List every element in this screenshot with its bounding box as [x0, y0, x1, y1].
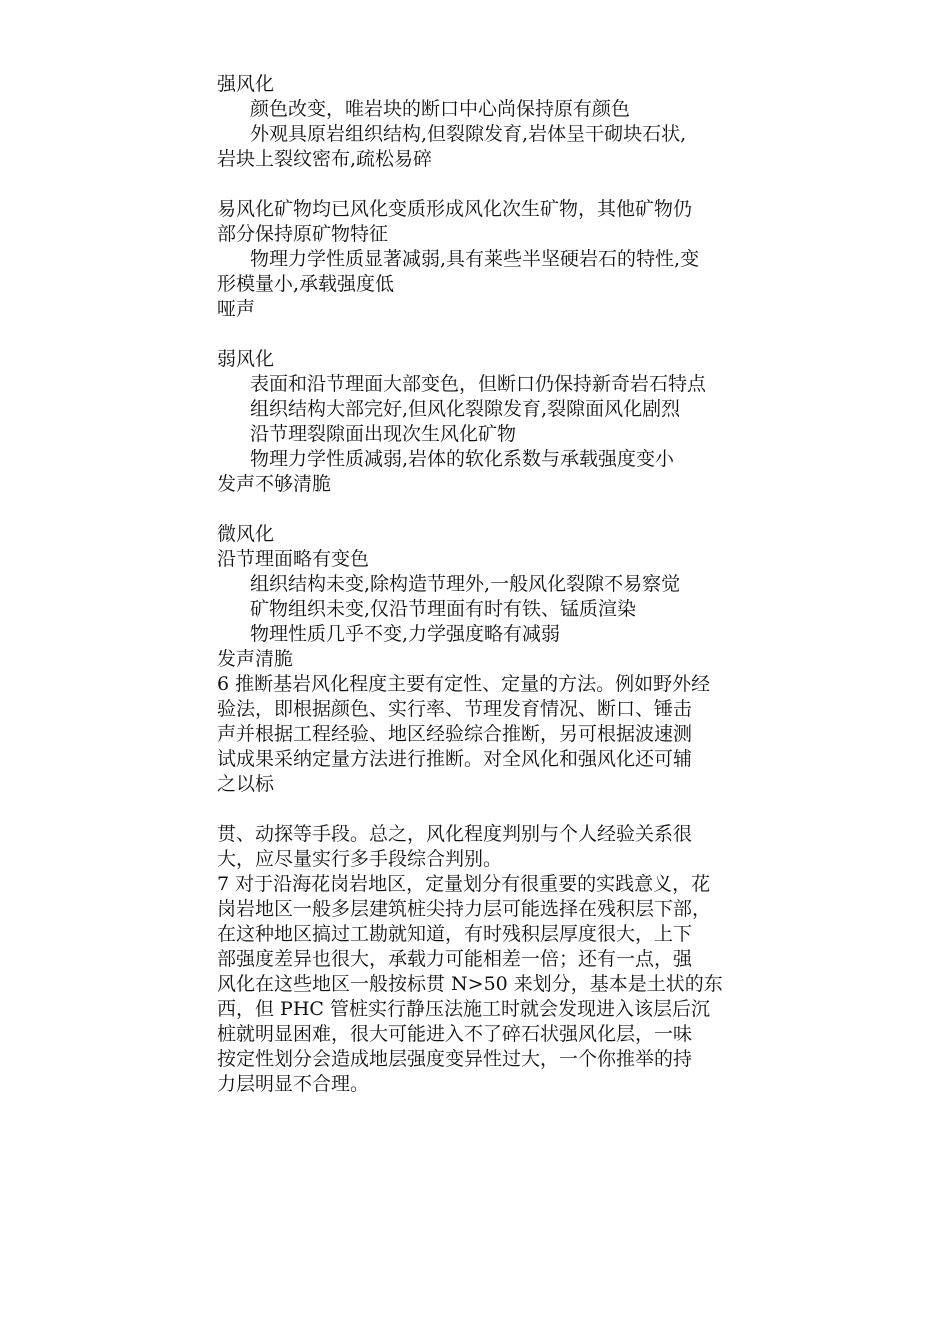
paragraph-7-line: 在这种地区搞过工勘就知道，有时残积层厚度很大，上下: [217, 923, 693, 945]
text-line: 岩块上裂纹密布,疏松易碎: [217, 148, 433, 170]
text-line: 沿节理裂隙面出现次生风化矿物: [250, 423, 517, 445]
text-line: 表面和沿节理面大部变色，但断口仍保持新奇岩石特点: [250, 373, 707, 395]
text-line: 形模量小,承载强度低: [217, 273, 395, 295]
text-line: 沿节理面略有变色: [217, 548, 370, 570]
section-title-weak-weathering: 弱风化: [217, 348, 275, 370]
text-line: 物理力学性质显著减弱,具有莱些半坚硬岩石的特性,变: [250, 248, 700, 270]
paragraph-7-line: 西，但 PHC 管桩实行静压法施工时就会发现进入该层后沉: [217, 998, 710, 1020]
paragraph-7-line: 桩就明显困难，很大可能进入不了碎石状强风化层，一味: [217, 1023, 693, 1045]
text-line: 物理力学性质减弱,岩体的软化系数与承载强度变小: [250, 448, 675, 470]
section-title-strong-weathering: 强风化: [217, 73, 275, 95]
text-line: 发声不够清脆: [217, 473, 332, 495]
document-body: [217, 72, 792, 1097]
paragraph-7-line: 7 对于沿海花岗岩地区，定量划分有很重要的实践意义，花: [217, 873, 711, 895]
text-line: 发声清脆: [217, 648, 294, 670]
text-line: 物理性质几乎不变,力学强度略有减弱: [250, 623, 561, 645]
paragraph-6-line: 验法，即根据颜色、实行率、节理发育情况、断口、锤击: [217, 698, 693, 720]
section-title-slight-weathering: 微风化: [217, 523, 275, 545]
paragraph-7-line: 力层明显不合理。: [217, 1073, 370, 1095]
paragraph-6-line: 贯、动探等手段。总之，风化程度判别与个人经验关系很: [217, 823, 693, 845]
paragraph-7-line: 风化在这些地区一般按标贯 N>50 来划分，基本是土状的东: [217, 973, 723, 995]
blank-line: [217, 322, 792, 347]
text-line: 哑声: [217, 298, 256, 320]
text-line: 矿物组织未变,仅沿节理面有时有铁、锰质渲染: [250, 598, 637, 620]
paragraph-6-line: 6 推断基岩风化程度主要有定性、定量的方法。例如野外经: [217, 673, 711, 695]
blank-line: [217, 797, 792, 822]
paragraph-7-line: 按定性划分会造成地层强度变异性过大，一个你推举的持: [217, 1048, 693, 1070]
paragraph-6-line: 之以标: [217, 773, 275, 795]
blank-line: [217, 172, 792, 197]
text-line: 外观具原岩组织结构,但裂隙发育,岩体呈干砌块石状,: [250, 123, 687, 145]
text-line: 易风化矿物均已风化变质形成风化次生矿物，其他矿物仍: [217, 198, 693, 220]
paragraph-7-line: 岗岩地区一般多层建筑桩尖持力层可能选择在残积层下部，: [217, 898, 712, 920]
text-line: 部分保持原矿物特征: [217, 223, 389, 245]
paragraph-7-line: 部强度差异也很大，承载力可能相差一倍；还有一点，强: [217, 948, 693, 970]
text-line: 组织结构大部完好,但风化裂隙发育,裂隙面风化剧烈: [250, 398, 681, 420]
paragraph-6-line: 大，应尽量实行多手段综合判别。: [217, 848, 503, 870]
paragraph-6-line: 声并根据工程经验、地区经验综合推断，另可根据波速测: [217, 723, 693, 745]
paragraph-6-line: 试成果采纳定量方法进行推断。对全风化和强风化还可辅: [217, 748, 693, 770]
text-line: 颜色改变，唯岩块的断口中心尚保持原有颜色: [250, 98, 631, 120]
blank-line: [217, 497, 792, 522]
text-line: 组织结构未变,除构造节理外,一般风化裂隙不易察觉: [250, 573, 681, 595]
